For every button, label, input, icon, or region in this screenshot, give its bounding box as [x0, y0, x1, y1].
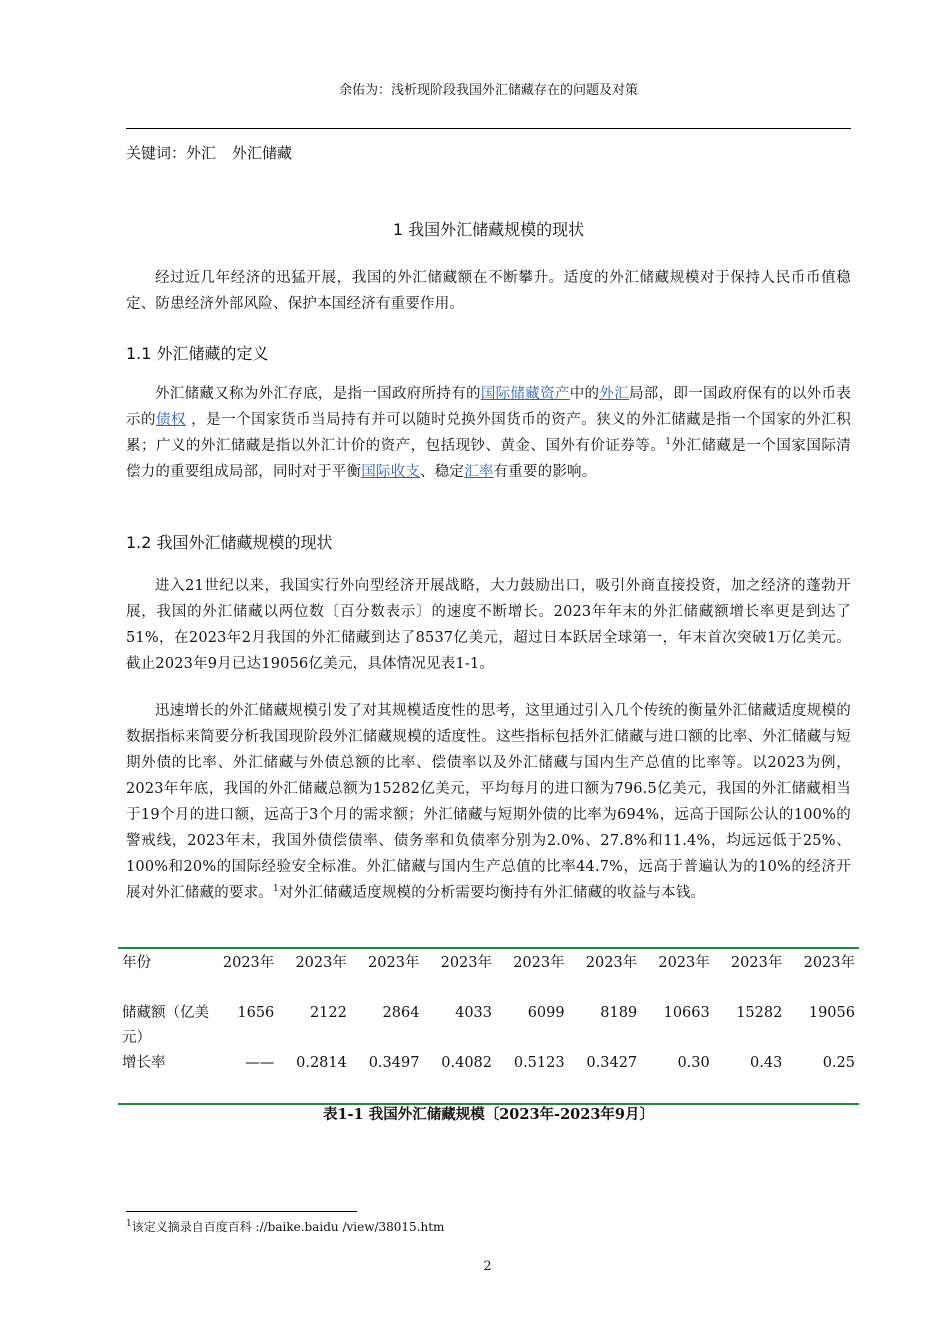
table-caption: 表1-1 我国外汇储藏规模〔2023年-2023年9月〕 — [322, 1106, 655, 1123]
keyword-item: 外汇 — [186, 144, 217, 162]
table-row — [118, 948, 859, 1001]
footnote-ref[interactable]: 1 — [665, 437, 672, 448]
table-cell: 15282 — [736, 1005, 783, 1021]
table-cell: 0.5123 — [513, 1055, 565, 1071]
paragraph-intro: 经过近几年经济的迅猛开展，我国的外汇储藏额在不断攀升。适度的外汇储藏规模对于保持人民币币值稳定、防患经济外部风险、保护本国经济有重要作用。 — [126, 270, 851, 312]
table-cell: 2023年 — [513, 955, 565, 971]
table-cell: 19056 — [808, 1005, 855, 1021]
row-label: 年份 — [122, 955, 151, 971]
table-cell: 0.43 — [750, 1055, 783, 1071]
table-cell: 8189 — [600, 1005, 638, 1021]
keyword-item: 外汇储藏 — [232, 144, 293, 162]
paragraph-analysis: 迅速增长的外汇储藏规模引发了对其规模适度性的思考，这里通过引入几个传统的衡量外汇储藏适度规模的数据指标来简要分析我国现阶段外汇储藏规模的适度性。这些指标包括外汇储藏与进口额的比率、外汇储藏与短期外债的比率、外汇储藏与外债总额的比率、偿债率以及外汇储藏与国内生产总值的比率等。以2023为例，2023年年底，我国的外汇储藏总额为15282亿美元，平均每月的进口额为796.5亿美元，我国的外汇储藏相当于19个月的进口额，远高于3个月的需求额；外汇储藏与短期外债的比率为694%，远高于国际公认的100%的警戒线，2023年末，我国外债偿债率、债务率和负债率分别为2.0%、27.8%和11.4%，均远远低于25%、100%和20%的国际经验安全标准。外汇储藏与国内生产总值的比率44.7%，远高于普遍认为的10%的经济开展对外汇储藏的要求。$^1$对外汇储藏适度规模的分析需要均衡持有外汇储藏的收益与本钱。 — [126, 703, 851, 901]
table-cell: 10663 — [663, 1005, 710, 1021]
paragraph-status: 进入21世纪以来，我国实行外向型经济开展战略，大力鼓励出口，吸引外商直接投资，加之经济的蓬勃开展，我国的外汇储藏以两位数〔百分数表示〕的速度不断增长。2023年年末的外汇储藏额增长率更是到达了51%，在2023年2月我国的外汇储藏到达了8537亿美元，超过日本跃居全球第一，年末首次突破1万亿美元。截止2023年9月已达19056亿美元，具体情况见表1-1。 — [126, 578, 851, 672]
table-cell: 6099 — [527, 1005, 565, 1021]
table-cell: 2023年 — [440, 955, 493, 971]
table-cell: —— — [245, 1055, 275, 1071]
table-cell: 2023年 — [222, 955, 275, 971]
table-cell: 2023年 — [730, 955, 783, 971]
link-balance-of-payments[interactable]: 国际收支 — [361, 464, 421, 480]
table-cell: 0.3497 — [368, 1055, 420, 1071]
table-cell: 0.4082 — [441, 1055, 493, 1071]
footnote — [126, 1218, 851, 1235]
keywords-line — [126, 142, 851, 163]
footnote-text: 该定义摘录自百度百科 ://baike.baidu /view/38015.htm — [131, 1220, 445, 1234]
table-cell: 2122 — [309, 1005, 347, 1021]
section-heading: 1 我国外汇储藏规模的现状 — [392, 220, 585, 239]
table-cell: 2023年 — [368, 955, 420, 971]
reserve-table — [118, 947, 859, 1105]
table-cell: 0.25 — [822, 1055, 855, 1071]
table-cell: 0.30 — [677, 1055, 710, 1071]
link-exchange-rate[interactable]: 汇率 — [464, 464, 494, 480]
subsection-heading-status: 1.2 我国外汇储藏规模的现状 — [126, 533, 333, 552]
table-cell: 1656 — [237, 1005, 275, 1021]
running-header — [126, 77, 851, 129]
link-foreign-exchange[interactable]: 外汇 — [599, 386, 629, 402]
table-row — [118, 1001, 859, 1051]
subsection-heading-definition: 1.1 外汇储藏的定义 — [126, 344, 269, 363]
table-row — [118, 1051, 859, 1104]
table-cell: 2023年 — [585, 955, 638, 971]
footnote-ref[interactable]: 1 — [273, 884, 279, 895]
row-label: 增长率 — [122, 1055, 166, 1071]
footnote-divider — [126, 1211, 357, 1212]
link-international-reserve-assets[interactable]: 国际储藏资产 — [480, 386, 570, 402]
page-number: 2 — [483, 1259, 492, 1274]
footnote-mark: 1 — [126, 1219, 132, 1229]
table-cell: 0.3427 — [586, 1055, 638, 1071]
link-claims[interactable]: 债权 — [156, 412, 187, 428]
table-cell: 2864 — [382, 1005, 420, 1021]
header-title: 余佑为：浅析现阶段我国外汇储藏存在的问题及对策 — [338, 83, 638, 98]
table-cell: 2023年 — [803, 955, 855, 971]
paragraph-definition: 外汇储藏又称为外汇存底，是指一国政府所持有的国际储藏资产中的外汇局部，即一国政府保有的以外币表示的债权 ，是一个国家货币当局持有并可以随时兑换外国货币的资产。狭义的外汇储藏是指一个国家的外汇积累；广义的外汇储藏是指以外汇计价的资产，包括现钞、黄金、国外有价证券等。$^1$外汇储藏是一个国家国际清偿力的重要组成局部，同时对于平衡国际收支、稳定汇率有重要的影响。 — [126, 386, 851, 480]
table-cell: 0.2814 — [296, 1055, 347, 1071]
row-label: 储藏额（亿美元） — [122, 1005, 209, 1046]
table-cell: 2023年 — [295, 955, 347, 971]
keywords-label: 关键词： — [126, 144, 187, 162]
table-cell: 4033 — [455, 1005, 493, 1021]
table-cell: 2023年 — [658, 955, 710, 971]
